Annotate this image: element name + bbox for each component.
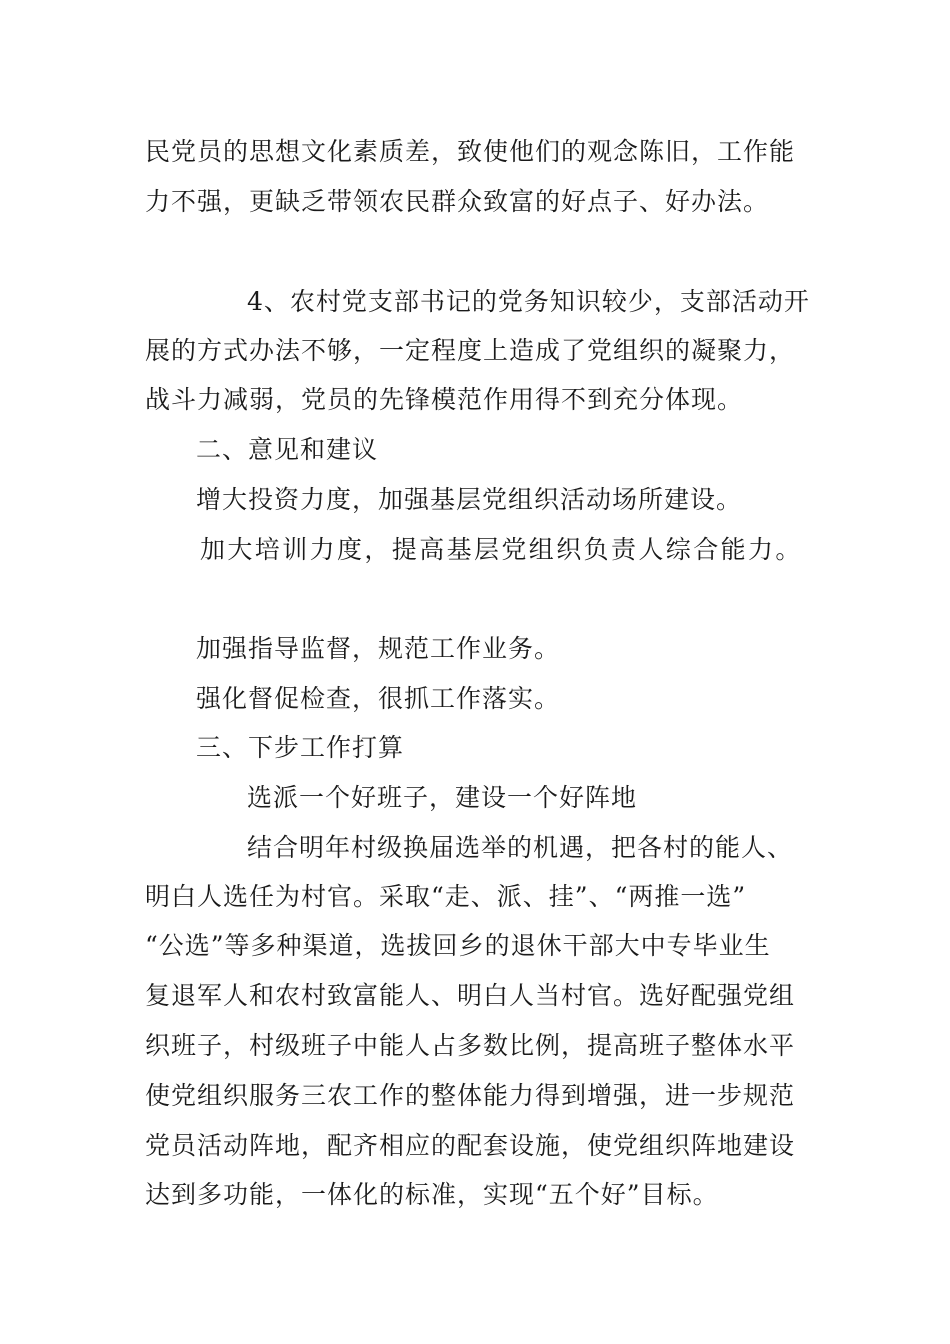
body-text-line: 达到多功能，一体化的标准，实现“五个好”目标。: [145, 1180, 719, 1209]
body-text-line: 织班子，村级班子中能人占多数比例，提高班子整体水平: [145, 1031, 796, 1060]
body-text-line: 民党员的思想文化素质差，致使他们的观念陈旧，工作能: [145, 137, 796, 166]
section-heading: 二、意见和建议: [196, 435, 379, 464]
body-text-line: 战斗力减弱，党员的先锋模范作用得不到充分体现。: [145, 385, 744, 414]
body-text-line: 使党组织服务三农工作的整体能力得到增强，进一步规范: [145, 1081, 796, 1110]
body-text-line: “公选”等多种渠道，选拔回乡的退休干部大中专毕业生: [145, 931, 771, 960]
suggestion-item: 加强指导监督，规范工作业务。: [196, 634, 561, 663]
body-text-line: 结合明年村级换届选举的机遇，把各村的能人、: [247, 833, 794, 862]
body-text-line: 明白人选任为村官。采取“走、派、挂”、“两推一选”: [145, 882, 747, 911]
body-text-line: 党员活动阵地，配齐相应的配套设施，使党组织阵地建设: [145, 1131, 796, 1160]
body-text-line: 展的方式办法不够，一定程度上造成了党组织的凝聚力，: [145, 336, 796, 365]
section-heading: 三、下步工作打算: [196, 733, 405, 762]
body-text-line: 力不强，更缺乏带领农民群众致富的好点子、好办法。: [145, 187, 770, 216]
body-text-line: 4、农村党支部书记的党务知识较少，支部活动开: [247, 287, 810, 316]
suggestion-item: 强化督促检查，很抓工作落实。: [196, 684, 561, 713]
suggestion-item: 增大投资力度，加强基层党组织活动场所建设。: [196, 485, 743, 514]
suggestion-item: 加大培训力度，提高基层党组织负责人综合能力。: [200, 535, 803, 564]
body-text-line: 复退军人和农村致富能人、明白人当村官。选好配强党组: [145, 981, 796, 1010]
sub-heading: 选派一个好班子，建设一个好阵地: [247, 783, 638, 812]
